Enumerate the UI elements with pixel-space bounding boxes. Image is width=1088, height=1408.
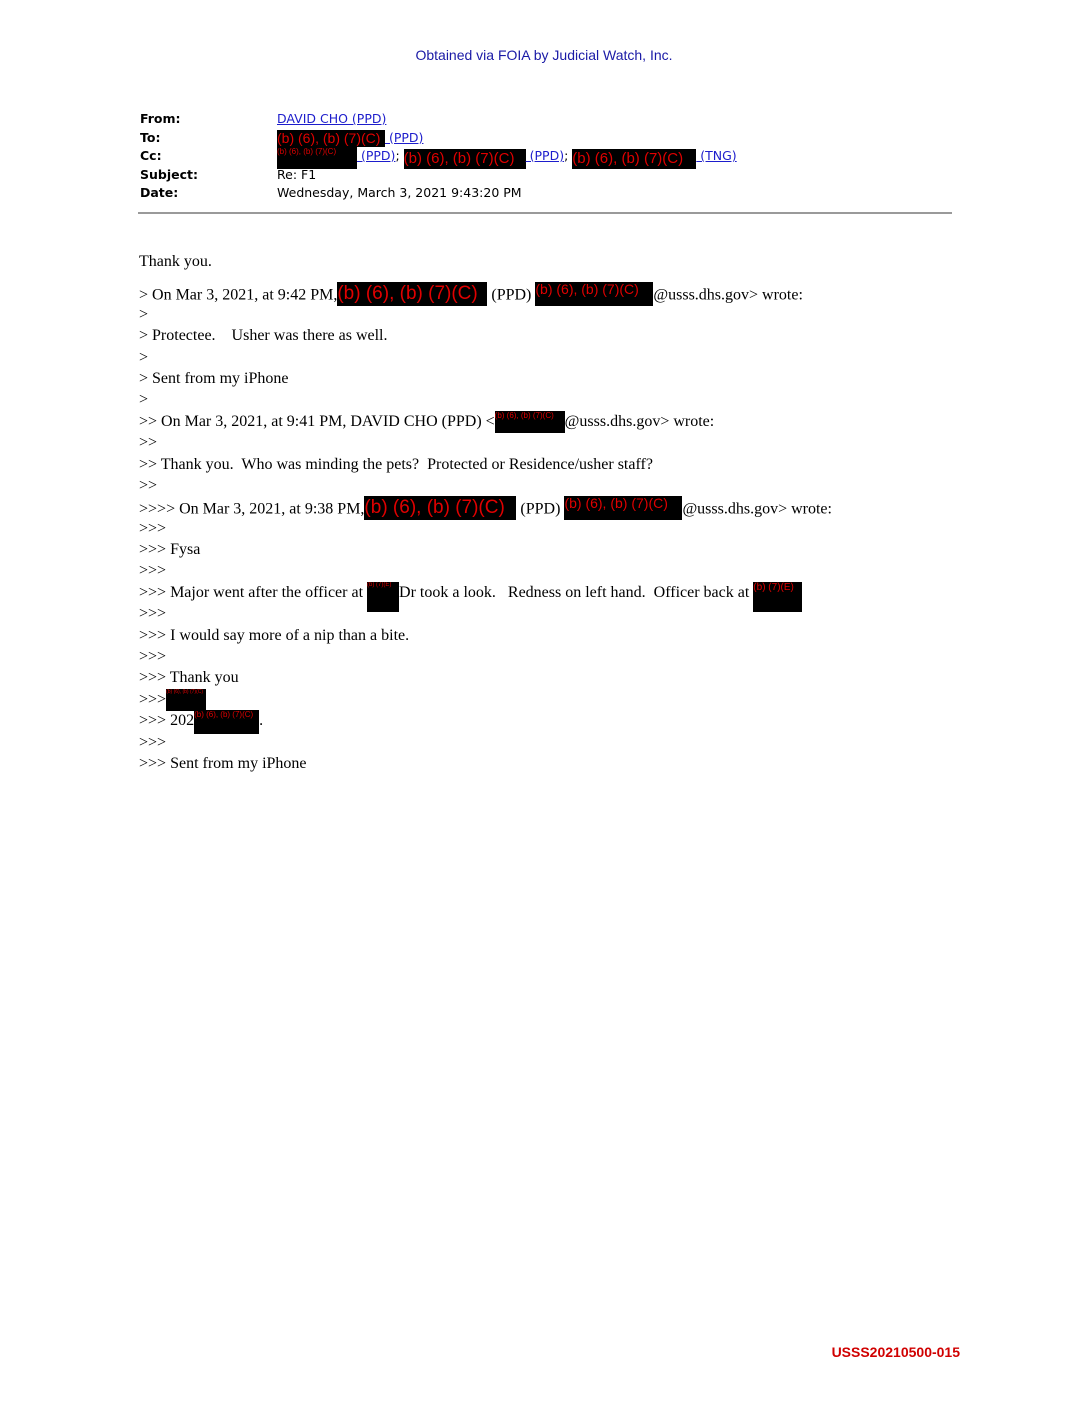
- header-divider: [138, 212, 952, 214]
- subject-value: Re: F1: [277, 166, 317, 182]
- body-line: [139, 496, 999, 517]
- body-text: > On Mar 3, 2021, at 9:42 PM,: [139, 286, 338, 304]
- foia-watermark: Obtained via FOIA by Judicial Watch, Inc.: [415, 47, 673, 63]
- redaction-box: (b) (6), (b) (7)(C): [572, 149, 696, 169]
- redaction-box: (b) (7)(E): [367, 582, 399, 612]
- body-line: >>>: [139, 733, 167, 751]
- body-line: >: [139, 305, 149, 323]
- body-line: >>>: [139, 605, 167, 623]
- date-value: Wednesday, March 3, 2021 9:43:20 PM: [277, 185, 522, 200]
- redaction-box: (b) (6), (b) (7)(C): [277, 130, 385, 147]
- redaction-box: (b) (6), (b) (7)(C): [495, 411, 565, 433]
- body-line: [139, 582, 999, 603]
- body-text: >> On Mar 3, 2021, at 9:41 PM, DAVID CHO (PPD) <: [139, 412, 495, 430]
- redaction-box: (b) (6), (b) (7)(C): [564, 496, 682, 520]
- redaction-box: (b) (6), (b) (7)(C): [337, 282, 487, 306]
- redaction-box: (b) (6), (b) (7)(C): [277, 147, 357, 169]
- redaction-box: (b) (7)(E): [753, 582, 802, 612]
- body-line: >> Thank you. Who was minding the pets? Protected or Residence/usher staff?: [139, 455, 653, 473]
- body-line: >>> I would say more of a nip than a bite.: [139, 626, 410, 644]
- cc-recipient-link-3[interactable]: (TNG): [696, 148, 737, 163]
- bates-number: USSS20210500-015: [831, 1344, 960, 1360]
- redaction-box: (b) (6), (b) (7)(C): [404, 149, 526, 169]
- redaction-box: (b) (6), (b) (7)(C): [535, 282, 653, 306]
- body-text: (PPD): [487, 286, 532, 304]
- body-line: [139, 710, 999, 731]
- body-line: > Protectee. Usher was there as well.: [139, 327, 388, 345]
- cc-recipient-link-1[interactable]: (PPD): [357, 148, 396, 163]
- body-line: [139, 689, 999, 710]
- from-label: From:: [140, 111, 181, 126]
- body-text: @usss.dhs.gov> wrote:: [682, 500, 832, 518]
- body-line: [139, 282, 999, 303]
- cc-separator: ;: [395, 148, 400, 163]
- subject-label: Subject:: [140, 166, 198, 182]
- cc-separator: ;: [564, 148, 569, 163]
- cc-label: Cc:: [140, 148, 162, 163]
- body-line: Thank you.: [139, 253, 212, 270]
- body-line: >: [139, 348, 149, 366]
- body-line: >>>: [139, 648, 167, 666]
- body-line: >: [139, 391, 149, 409]
- from-sender-link[interactable]: DAVID CHO (PPD): [277, 111, 387, 126]
- body-text: >>>> On Mar 3, 2021, at 9:38 PM,: [139, 500, 365, 518]
- body-text: @usss.dhs.gov> wrote:: [653, 286, 803, 304]
- body-line: >>> Sent from my iPhone: [139, 754, 307, 772]
- redaction-box: (b) (6), (b) (7)(C): [194, 710, 259, 734]
- body-line: >>> Thank you: [139, 669, 239, 687]
- body-text: >>> 202: [139, 712, 195, 730]
- body-text: .: [259, 712, 264, 730]
- cc-recipient-link-2[interactable]: (PPD): [525, 148, 565, 163]
- body-line: >>: [139, 476, 158, 494]
- body-text: >>> Major went after the officer at: [139, 583, 364, 601]
- body-text: @usss.dhs.gov> wrote:: [564, 412, 715, 430]
- body-line: >>>: [139, 519, 167, 537]
- email-body: [139, 251, 999, 774]
- date-label: Date:: [140, 185, 179, 200]
- to-recipient-link[interactable]: (PPD): [385, 129, 424, 145]
- to-label: To:: [140, 129, 161, 145]
- redaction-box: (b) (6), (b) (7)(C): [166, 689, 206, 711]
- redaction-box: (b) (6), (b) (7)(C): [364, 496, 516, 520]
- body-line: >>>: [139, 562, 167, 580]
- body-line: > Sent from my iPhone: [139, 369, 289, 387]
- body-text: (PPD): [516, 500, 561, 518]
- body-text: Dr took a look. Redness on left hand. Officer back at: [399, 583, 750, 601]
- body-line: >>: [139, 434, 158, 452]
- body-text: >>>: [139, 690, 167, 708]
- body-line: >>> Fysa: [139, 541, 201, 559]
- body-line: [139, 411, 999, 432]
